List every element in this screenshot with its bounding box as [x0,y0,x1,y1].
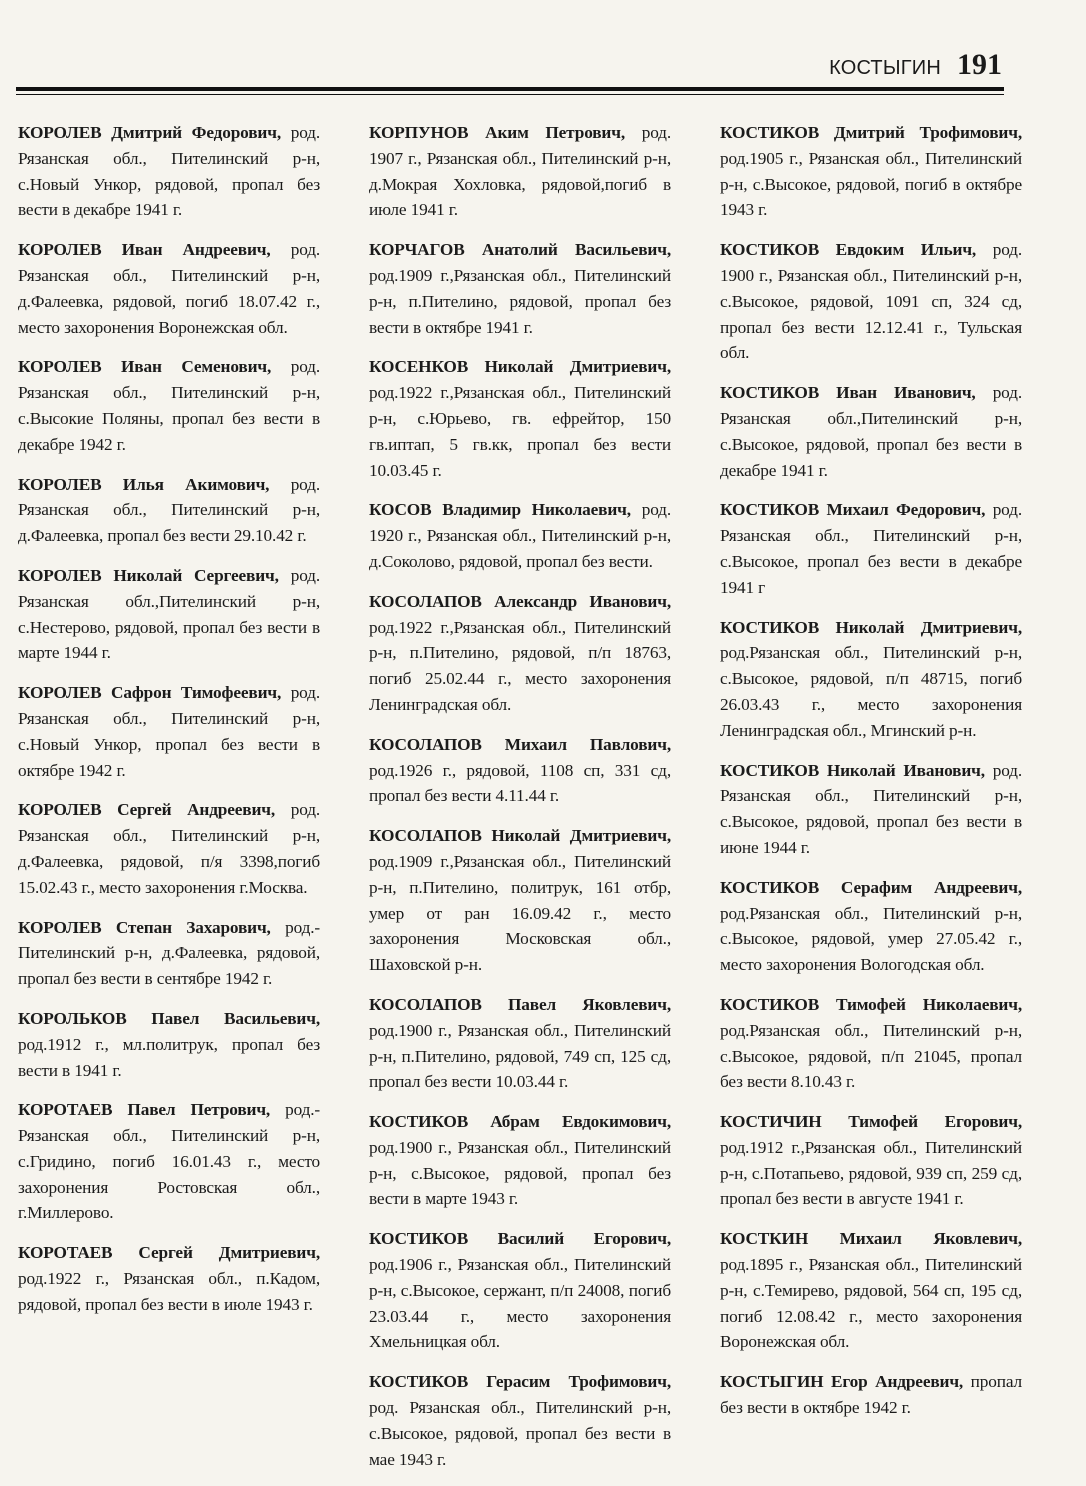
entry-name: КОРПУНОВ Аким Петрович, [369,123,626,142]
entry-text: род.- Пителинский р-н, д.Фалеевка, рядовой, пропал без вести в сентябре 1942 г. [18,917,320,989]
entry-name: КОРОТАЕВ Павел Петрович, [18,1100,271,1120]
entry [720,120,1022,223]
entry [369,1226,671,1355]
entry-name: КОСТИКОВ Тимофей Николаевич, [720,994,1022,1014]
entry-text: род. 1907 г., Рязанская обл., Пителинский р-н, д.Мокрая Хохловка, рядовой,погиб в июле 1941 г. [369,123,671,220]
entry-name: КОРОЛЕВ Иван Андреевич, [18,240,271,260]
entry [18,563,320,666]
column-2 [369,120,671,1486]
entry-text: род. 1900 г., Рязанская обл., Пителинский р-н, с.Высокое, рядовой, 1091 сп, 324 сд, пропал без вести 12.12.41 г., Тульская обл. [720,240,1022,363]
entry-name: КОСТКИН Михаил Яковлевич, [720,1229,1022,1249]
entry [720,875,1022,978]
entry [720,1369,1022,1421]
entry-name: КОСТИКОВ Василий Егорович, [369,1229,671,1249]
entry [369,732,671,809]
entry [720,237,1022,366]
entry-text: род. Рязанская обл., Пителинский р-н, с.Высокие Поляны, пропал без вести в декабре 1942 г. [18,357,320,454]
entry-text: род.1922 г., Рязанская обл., п.Кадом, рядовой, пропал без вести в июле 1943 г. [18,1269,320,1314]
entry [18,354,320,457]
entry-name: КОРОТАЕВ Сергей Дмитриевич, [18,1243,320,1263]
entry-name: КОСОВ Владимир Николаевич, [369,500,631,520]
entry-text: род. Рязанская обл., Пителинский р-н, д.Фалеевка, рядовой, п/я 3398,погиб 15.02.43 г., место захоронения г.Москва. [18,800,321,897]
entry [18,1097,320,1226]
entry [369,237,671,340]
entry-name: КОРОЛЬКОВ Павел Васильевич, [18,1008,320,1028]
entry-name: КОСОЛАПОВ Николай Дмитриевич, [369,826,671,846]
entry-name: КОРОЛЕВ Дмитрий Федорович, [18,123,281,142]
entries-columns [18,120,1022,1486]
entry-name: КОСОЛАПОВ Михаил Павлович, [369,734,671,754]
entry-name: КОРОЛЕВ Иван Семенович, [18,357,272,377]
entry-name: КОСТИЧИН Тимофей Егорович, [720,1112,1022,1132]
entry [18,1006,320,1083]
column-3 [720,120,1022,1486]
entry [720,1109,1022,1212]
entry [18,120,320,223]
header-rule-thin [16,94,1004,95]
entry [369,589,671,718]
entry-text: пропал без вести в октябре 1942 г. [720,1372,1022,1418]
entry-text: род.1905 г., Рязанская обл., Пителинский р-н, с.Высокое, рядовой, погиб в октябре 1943 г. [720,148,1022,220]
entry-name: КОСОЛАПОВ Александр Иванович, [369,591,671,611]
entry [369,823,671,978]
entry-text: род.1900 г., Рязанская обл., Пителинский р-н, п.Пителино, рядовой, 749 сп, 125 сд, пропал без вести 10.03.44 г. [369,1020,671,1092]
entry [369,120,671,223]
column-1 [18,120,320,1486]
entry-name: КОРОЛЕВ Илья Акимович, [18,474,270,494]
entry-name: КОСТИКОВ Герасим Трофимович, [369,1372,671,1392]
entry [18,797,320,900]
entry-text: род. Рязанская обл., Пителинский р-н, с.Высокое, рядовой, пропал без вести в июне 1944 г. [720,760,1022,857]
entry-name: КОСТИКОВ Николай Иванович, [720,760,985,780]
entry [18,472,320,549]
entry-name: КОСТИКОВ Николай Дмитриевич, [720,617,1022,637]
entry-name: КОРОЛЕВ Степан Захарович, [18,917,271,937]
entry-text: род.1900 г., Рязанская обл., Пителинский р-н, с.Высокое, рядовой, пропал без вести в марте 1943 г. [369,1137,671,1209]
entry [369,1369,671,1472]
entry-text: род.Рязанская обл., Пителинский р-н, с.Высокое, рядовой, п/п 21045, пропал без вести 8.10.43 г. [720,1020,1022,1092]
entry-text: род. Рязанская обл., Пителинский р-н, с.Новый Ункор, пропал без вести в октябре 1942 г. [18,683,320,780]
entry-text: род.1909 г.,Рязанская обл., Пителинский р-н, п.Пителино, рядовой, пропал без вести в октябре 1941 г. [369,265,671,337]
entry-name: КОСТЫГИН Егор Андреевич, [720,1372,964,1392]
entry-name: КОСОЛАПОВ Павел Яковлевич, [369,994,671,1014]
entry-text: род.1912 г.,Рязанская обл., Пителинский р-н, с.Потапьево, рядовой, 939 сп, 259 сд, пропал без вести в августе 1941 г. [720,1137,1022,1209]
entry [720,758,1022,861]
entry [18,1240,320,1317]
entry-name: КОСТИКОВ Иван Иванович, [720,383,976,403]
entry-text: род. Рязанская обл., Пителинский р-н, д.Фалеевка, рядовой, погиб 18.07.42 г., место захоронения Воронежская обл. [18,240,321,337]
entry [720,380,1022,483]
entry [369,497,671,574]
entry [369,992,671,1095]
entry-name: КОРЧАГОВ Анатолий Васильевич, [369,240,671,260]
page-number: 191 [957,48,1002,81]
entry-name: КОРОЛЕВ Сергей Андреевич, [18,800,276,820]
entry [18,915,320,992]
entry-text: род. Рязанская обл., Пителинский р-н, с.Новый Ункор, рядовой, пропал без вести в декабре 1941 г. [18,123,320,220]
entry [720,497,1022,600]
entry-name: КОСТИКОВ Серафим Андреевич, [720,877,1022,897]
entry-text: род. 1920 г., Рязанская обл., Пителинский р-н, д.Соколово, рядовой, пропал без вести. [369,500,671,571]
page-header [829,48,1002,82]
entry [720,1226,1022,1355]
entry-text: род.Рязанская обл., Пителинский р-н, с.Высокое, рядовой, п/п 48715, погиб 26.03.43 г., место захоронения Ленинградская обл., Мгинский р-н. [720,643,1022,740]
entry-name: КОСТИКОВ Абрам Евдокимович, [369,1112,671,1132]
entry-name: КОСЕНКОВ Николай Дмитриевич, [369,357,671,377]
entry-text: род. Рязанская обл., Пителинский р-н, с.Высокое, рядовой, пропал без вести в мае 1943 г. [369,1398,671,1469]
entry-text: род.Рязанская обл., Пителинский р-н, с.Высокое, рядовой, умер 27.05.42 г., место захоронения Вологодская обл. [720,903,1022,975]
entry-text: род. Рязанская обл.,Пителинский р-н, с.Высокое, рядовой, пропал без вести в декабре 1941 г. [720,383,1022,480]
entry [369,1109,671,1212]
entry-text: род.1926 г., рядовой, 1108 сп, 331 сд, пропал без вести 4.11.44 г. [369,760,671,806]
header-rule-thick [16,87,1004,91]
entry-name: КОСТИКОВ Дмитрий Трофимович, [720,123,1022,142]
entry-text: род. Рязанская обл., Пителинский р-н, с.Высокое, пропал без вести в декабре 1941 г [720,500,1022,597]
entry-name: КОСТИКОВ Михаил Федорович, [720,500,986,520]
entry [18,237,320,340]
entry-text: род.1909 г.,Рязанская обл., Пителинский р-н, п.Пителино, политрук, 161 отбр, умер от ран 16.09.42 г., место захоронения Московская обл., Шаховской р-н. [369,851,671,975]
entry-name: КОСТИКОВ Евдоким Ильич, [720,240,977,260]
entry-text: род. Рязанская обл., Пителинский р-н, д.Фалеевка, пропал без вести 29.10.42 г. [18,474,320,546]
entry-text: род.1922 г.,Рязанская обл., Пителинский р-н, с.Юрьево, гв. ефрейтор, 150 гв.иптап, 5 гв.кк, пропал без вести 10.03.45 г. [369,383,671,480]
entry [18,680,320,783]
entry-text: род.1895 г., Рязанская обл., Пителинский р-н, с.Темирево, рядовой, 564 сп, 195 сд, погиб 12.08.42 г., место захоронения Воронежская обл. [720,1255,1022,1352]
entry-text: род.1912 г., мл.политрук, пропал без вести в 1941 г. [18,1034,320,1080]
entry-name: КОРОЛЕВ Сафрон Тимофеевич, [18,683,282,703]
entry-text: род. Рязанская обл.,Пителинский р-н, с.Нестерово, рядовой, пропал без вести в марте 1944 г. [18,565,320,663]
entry [720,615,1022,744]
entry [369,354,671,483]
entry-text: род.1922 г.,Рязанская обл., Пителинский р-н, п.Пителино, рядовой, п/п 18763, погиб 25.02.44 г., место захоронения Ленинградская обл. [369,617,671,714]
entry-text: род.1906 г., Рязанская обл., Пителинский р-н, с.Высокое, сержант, п/п 24008, погиб 23.03.44 г., место захоронения Хмельницкая обл. [369,1255,671,1352]
running-head: КОСТЫГИН [829,57,941,79]
entry [720,992,1022,1095]
entry-name: КОРОЛЕВ Николай Сергеевич, [18,565,279,585]
entry-text: род.- Рязанская обл., Пителинский р-н, с.Гридино, погиб 16.01.43 г., место захоронения Ростовская обл., г.Миллерово. [18,1100,320,1223]
